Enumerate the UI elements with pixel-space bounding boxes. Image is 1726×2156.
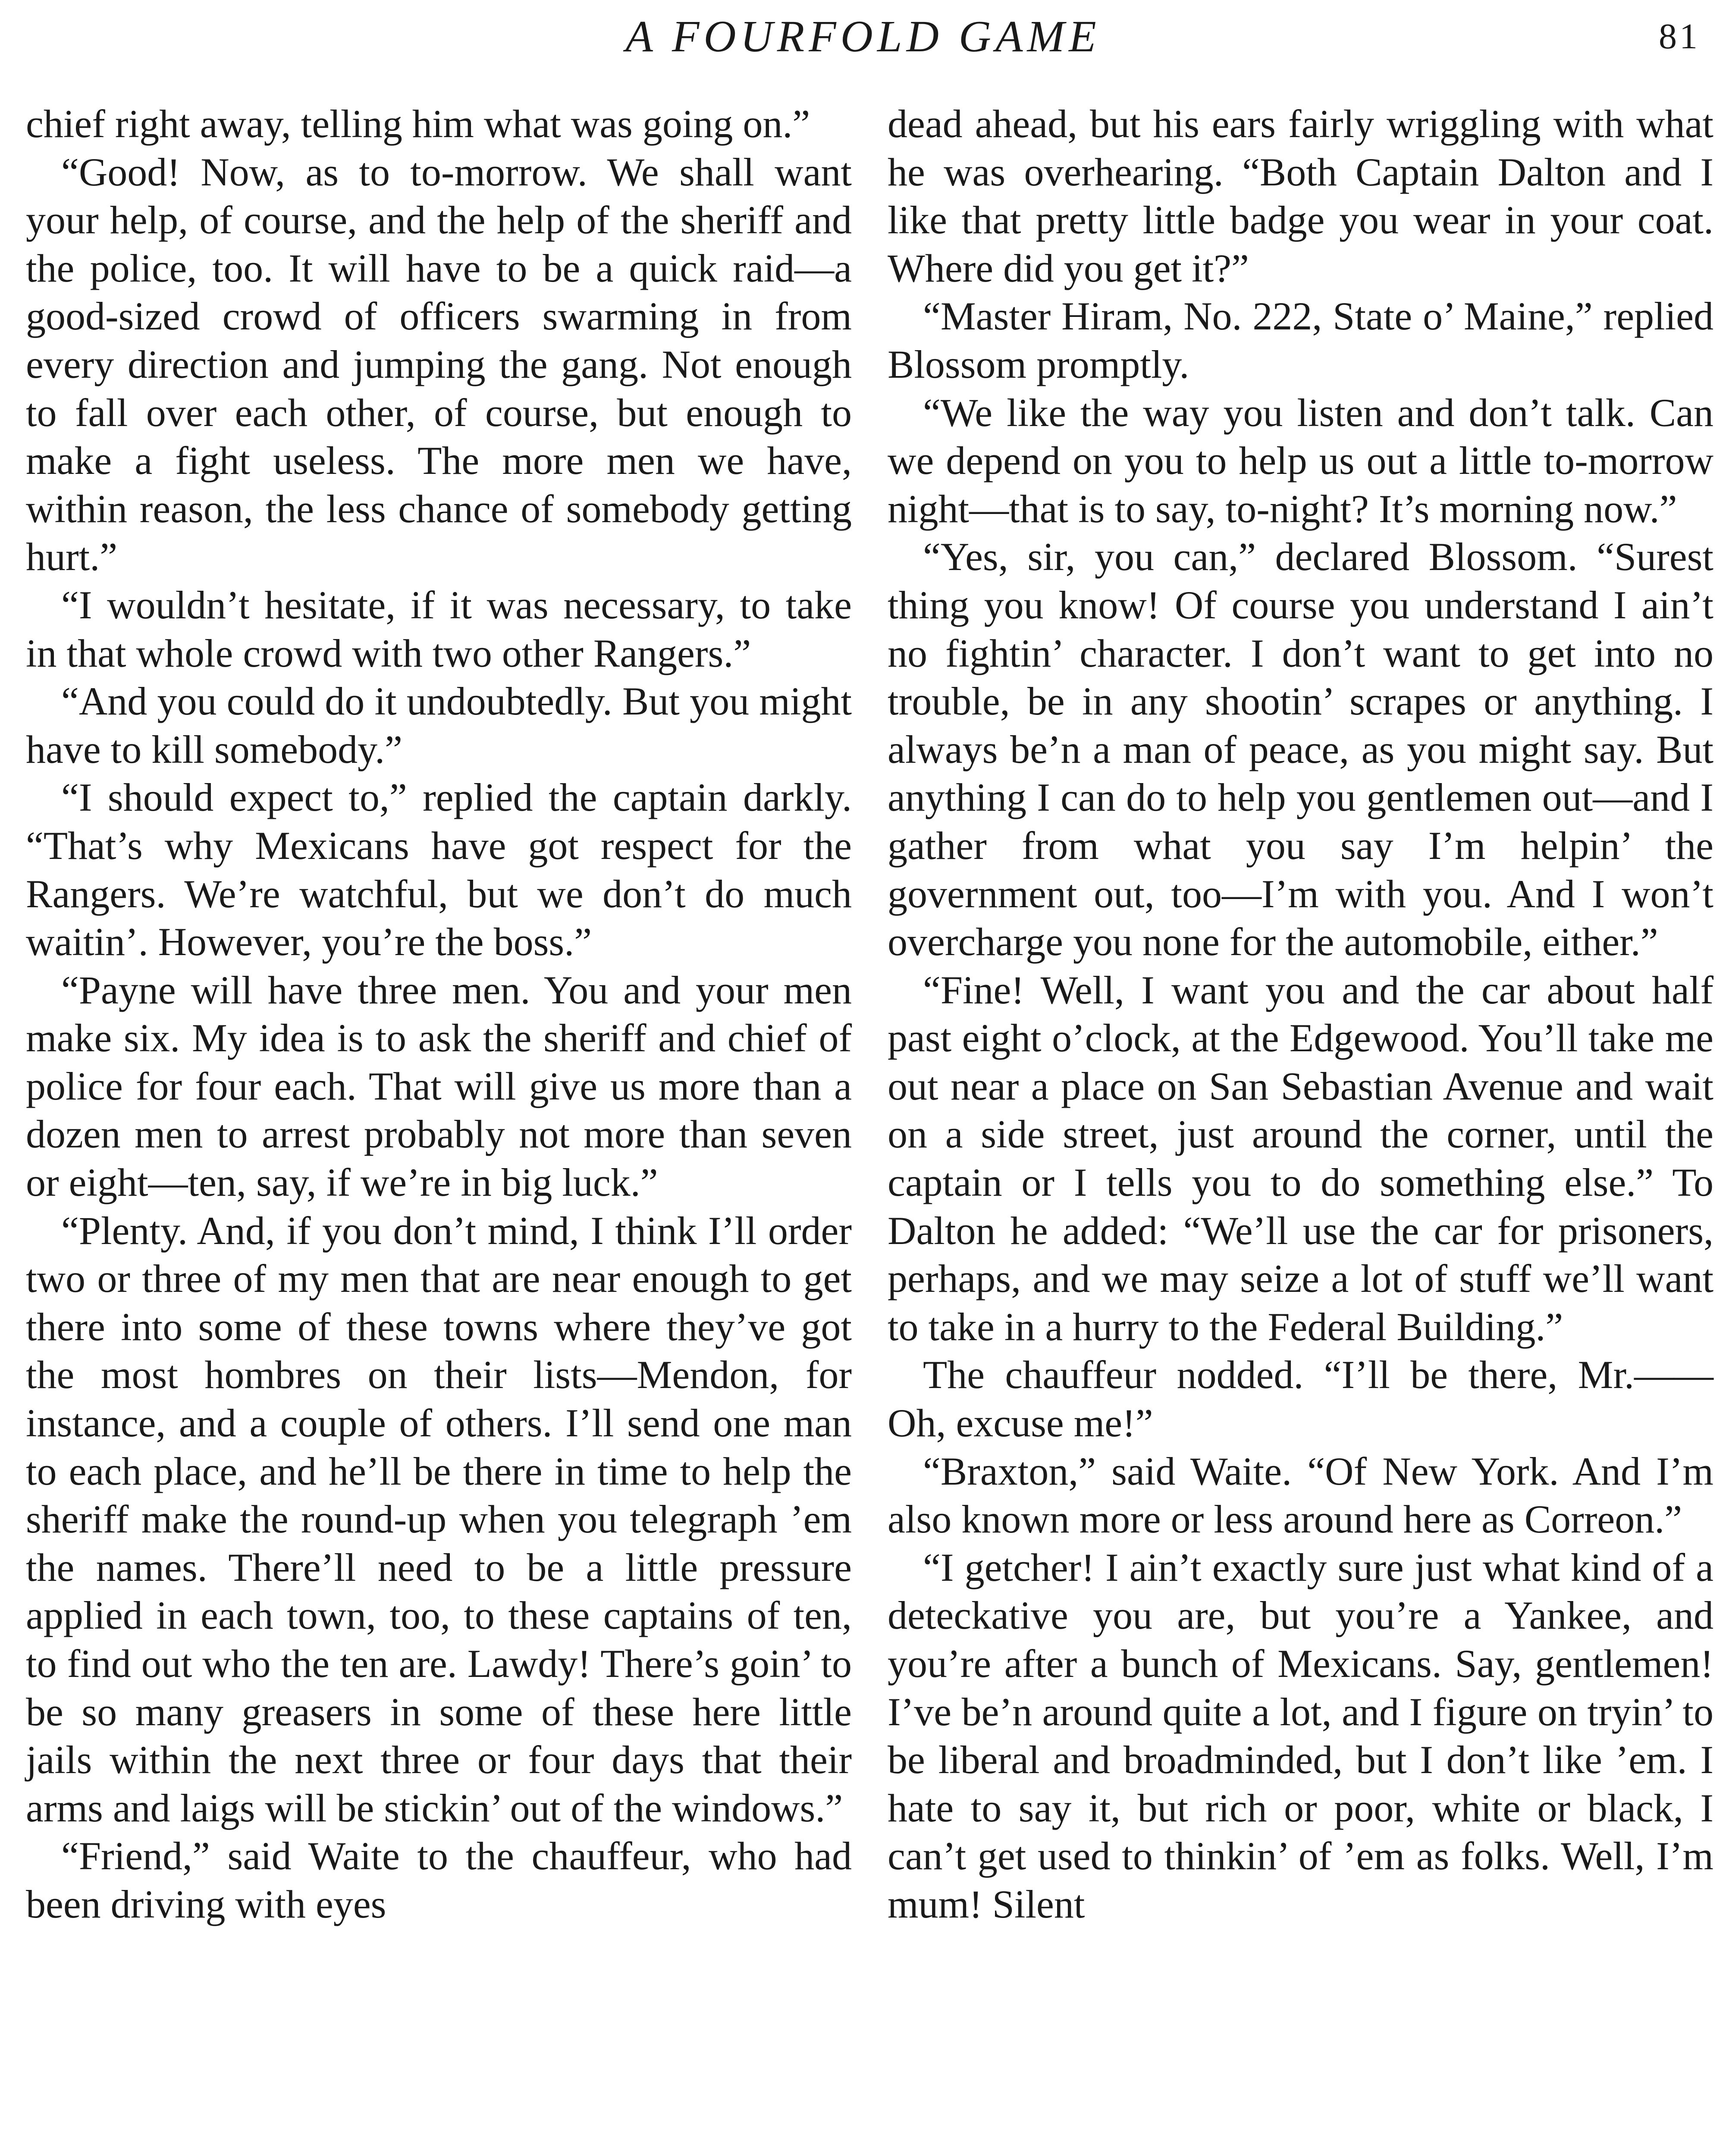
paragraph: “I should expect to,” replied the captain darkly. “That’s why Mexicans have got respect for the Rangers. We’re watchful, but we don’t do much waitin’. However, you’re the boss.” — [26, 775, 852, 964]
paragraph: “Yes, sir, you can,” declared Blossom. “Surest thing you know! Of course you understand I ain’t no fightin’ character. I don’t want to get into no trouble, be in any shootin’ scrapes or anything. I always be’n a man of peace, as you might say. But anything I can do to help you gentlemen out—and I gather from what you say I’m helpin’ the government out, too—I’m with you. And I won’t overcharge you none for the automobile, either.” — [888, 535, 1713, 964]
running-title: A FOURFOLD GAME — [625, 12, 1101, 61]
paragraph: “I getcher! I ain’t exactly sure just what kind of a deteckative you are, but you’re a Yankee, and you’re after a bunch of Mexicans. Say, gentlemen! I’ve be’n around quite a lot, and I figure on tryin’ to be liberal and broadminded, but I don’t like ’em. I hate to say it, but rich or poor, white or black, I can’t get used to thinkin’ of ’em as folks. Well, I’m mum! Silent — [888, 1545, 1713, 1926]
page-header — [0, 4, 1726, 69]
paragraph: “Master Hiram, No. 222, State o’ Maine,” replied Blossom promptly. — [888, 294, 1713, 386]
paragraph: “Plenty. And, if you don’t mind, I think I’ll order two or three of my men that are near enough to get there into some of these towns where they’ve got the most hombres on their lists—Mendon, for instance, and a couple of others. I’ll send one man to each place, and he’ll be there in time to help the sheriff make the round-up when you telegraph ’em the names. There’ll need to be a little pressure applied in each town, too, to these captains of ten, to find out who the ten are. Lawdy! There’s goin’ to be so many greasers in some of these here little jails within the next three or four days that their arms and laigs will be stickin’ out of the windows.” — [26, 1208, 852, 1830]
paragraph: dead ahead, but his ears fairly wriggling with what he was overhearing. “Both Captain Dalton and I like that pretty little badge you wear in your coat. Where did you get it?” — [888, 102, 1713, 290]
right-column — [888, 100, 1713, 1929]
paragraph: “And you could do it undoubtedly. But you might have to kill somebody.” — [26, 679, 852, 771]
paragraph: “Fine! Well, I want you and the car about half past eight o’clock, at the Edgewood. You’ll take me out near a place on San Sebastian Avenue and wait on a side street, just around the corner, until the captain or I tells you to do something else.” To Dalton he added: “We’ll use the car for prisoners, perhaps, and we may seize a lot of stuff we’ll want to take in a hurry to the Federal Building.” — [888, 968, 1713, 1349]
paragraph: “Friend,” said Waite to the chauffeur, who had been driving with eyes — [26, 1834, 852, 1926]
paragraph: “Braxton,” said Waite. “Of New York. And I’m also known more or less around here as Correon.” — [888, 1449, 1713, 1542]
paragraph: “Good! Now, as to to-morrow. We shall want your help, of course, and the help of the sheriff and the police, too. It will have to be a quick raid—a good-sized crowd of officers swarming in from every direction and jumping the gang. Not enough to fall over each other, of course, but enough to make a fight useless. The more men we have, within reason, the less chance of somebody getting hurt.” — [26, 150, 852, 579]
left-column — [26, 100, 852, 1929]
paragraph: “We like the way you listen and don’t talk. Can we depend on you to help us out a little to-morrow night—that is to say, to-night? It’s morning now.” — [888, 390, 1713, 531]
paragraph: The chauffeur nodded. “I’ll be there, Mr.—— Oh, excuse me!” — [888, 1353, 1713, 1445]
page-number: 81 — [1659, 16, 1700, 56]
paragraph: “I wouldn’t hesitate, if it was necessary, to take in that whole crowd with two other Rangers.” — [26, 583, 852, 675]
paragraph: chief right away, telling him what was going on.” — [26, 102, 810, 146]
paragraph: “Payne will have three men. You and your men make six. My idea is to ask the sheriff and chief of police for four each. That will give us more than a dozen men to arrest probably not more than seven or eight—ten, say, if we’re in big luck.” — [26, 968, 852, 1205]
